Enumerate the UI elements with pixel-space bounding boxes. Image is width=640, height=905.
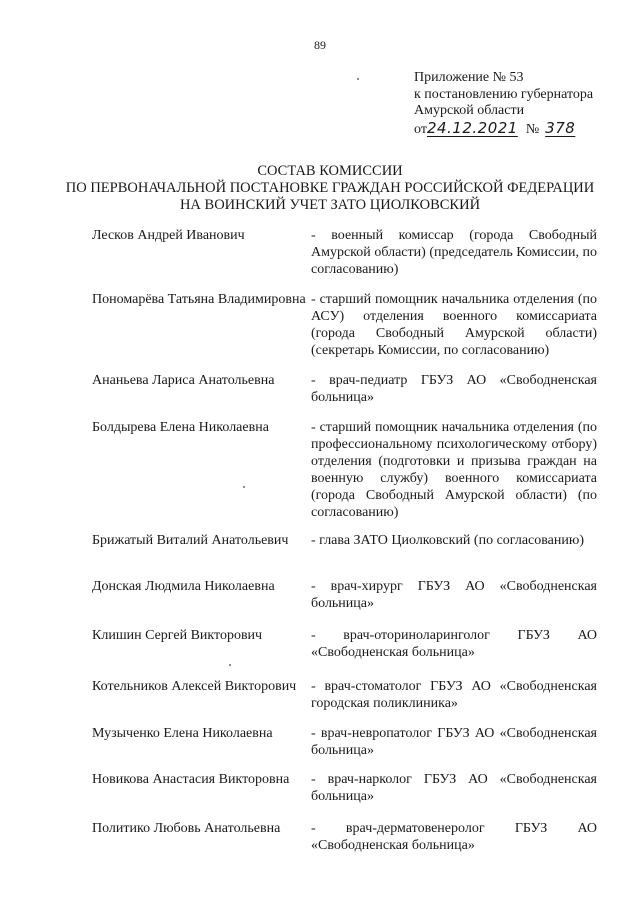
appendix-block — [414, 70, 593, 138]
title-line-3: НА ВОИНСКИЙ УЧЕТ ЗАТО ЦИОЛКОВСКИЙ — [179, 197, 481, 213]
member-role: - военный комиссар (города Свободный Амурской области) (председатель Комиссии, по согласованию) — [311, 228, 597, 277]
page-number: 89 — [314, 38, 326, 52]
appendix-title: Приложение № 53 — [414, 70, 524, 85]
member-name: Пономарёва Татьяна Владимировна — [92, 292, 306, 307]
title-line-2: ПО ПЕРВОНАЧАЛЬНОЙ ПОСТАНОВКЕ ГРАЖДАН РОССИЙСКОЙ ФЕДЕРАЦИИ — [65, 180, 595, 196]
date-prefix: от — [414, 121, 427, 137]
member-role: - врач-невропатолог ГБУЗ АО «Свободненская больница» — [311, 726, 597, 758]
handwritten-number: 378 — [545, 118, 576, 137]
scan-speck — [243, 486, 245, 488]
member-role: - старший помощник начальника отделения (по АСУ) отделения военного комиссариата (города Свободный Амурской области) (секретарь Комиссии, по согласованию) — [311, 292, 597, 358]
member-name: Донская Людмила Николаевна — [92, 579, 275, 594]
member-role: - врач-стоматолог ГБУЗ АО «Свободненская городская поликлиника» — [311, 679, 597, 711]
number-label: № — [525, 121, 540, 137]
member-name: Музыченко Елена Николаевна — [92, 726, 273, 741]
member-name: Ананьева Лариса Анатольевна — [92, 373, 275, 388]
member-name: Лесков Андрей Иванович — [92, 228, 245, 243]
member-role: - врач-хирург ГБУЗ АО «Свободненская больница» — [311, 579, 597, 611]
appendix-line-region: Амурской области — [414, 103, 525, 118]
appendix-line-decree: к постановлению губернатора — [414, 86, 594, 102]
member-role: - врач-оториноларинголог ГБУЗ АО «Свободненская больница» — [311, 628, 597, 660]
scan-speck — [357, 78, 359, 80]
member-name: Политико Любовь Анатольевна — [92, 821, 281, 836]
member-role: - старший помощник начальника отделения (по профессиональному психологическому отбору) отделения (подготовки и призыва граждан на военную службу) военного комиссариата (города Свободный Амурской области) (по согласованию) — [311, 420, 597, 520]
member-name: Котельников Алексей Викторович — [92, 679, 297, 694]
member-role: - глава ЗАТО Циолковский (по согласованию) — [311, 533, 584, 548]
title-line-1: СОСТАВ КОМИССИИ — [257, 163, 403, 179]
member-name: Новикова Анастасия Викторовна — [92, 772, 290, 787]
document-title — [40, 163, 620, 214]
member-name: Брижатый Виталий Анатольевич — [92, 533, 289, 548]
member-role: - врач-педиатр ГБУЗ АО «Свободненская больница» — [311, 373, 597, 405]
member-role: - врач-нарколог ГБУЗ АО «Свободненская больница» — [311, 772, 597, 804]
scan-speck — [229, 664, 231, 666]
member-role: - врач-дерматовенеролог ГБУЗ АО «Свободненская больница» — [311, 821, 597, 853]
appendix-date-line — [414, 120, 593, 139]
member-name: Клишин Сергей Викторович — [92, 628, 263, 643]
handwritten-date: 24.12.2021 — [426, 118, 518, 137]
member-name: Болдырева Елена Николаевна — [92, 420, 269, 435]
